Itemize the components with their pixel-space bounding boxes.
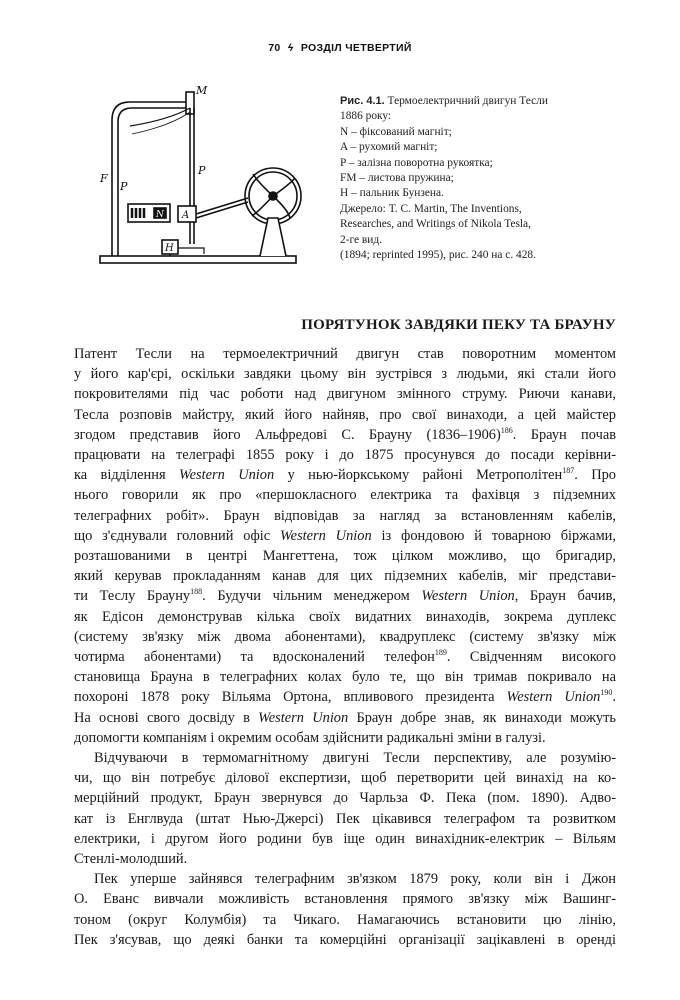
- text-line: [74, 465, 616, 485]
- text-line: [74, 910, 616, 930]
- text-line: [74, 829, 616, 849]
- footnote-ref: 190: [600, 688, 613, 698]
- label-p-right: P: [198, 164, 206, 177]
- text-line: [74, 788, 616, 808]
- text-line: [74, 930, 616, 950]
- text-line: [74, 708, 616, 728]
- text-line: [74, 425, 616, 445]
- caption-line: H – пальник Бунзена.: [340, 187, 444, 200]
- label-f: F: [100, 172, 108, 185]
- text-run: . Свідченням високого: [446, 649, 616, 666]
- text-run: чи, що він потребує ділової експертизи, щоб перетворити цей винахід на ко-: [74, 770, 616, 787]
- text-run: Браун добре знав, як винаходи можуть: [348, 709, 616, 726]
- text-run: телеграфних робіт». Браун відповідав за нагляд за встановленням кабелів,: [74, 507, 616, 524]
- caption-line: Термоелектричний двигун Тесли: [387, 95, 548, 107]
- text-line: [74, 889, 616, 909]
- text-run: становища Брауна в телеграфних колах було те, що він тримав покривало на: [74, 669, 616, 686]
- text-line: [74, 344, 616, 364]
- section-heading: ПОРЯТУНОК ЗАВДЯКИ ПЕКУ ТА БРАУНУ: [301, 317, 616, 333]
- text-run: нього говорили як про «першокласного електрика та фахівця з підземних: [74, 487, 616, 504]
- text-run: допомогти компаніям і окремим особам здійснити радикальні зміни в галузі.: [74, 729, 546, 746]
- text-run: Пек уперше зайнявся телеграфним зв'язком 1879 року, коли він і Джон: [94, 871, 616, 888]
- text-run: . Браун почав: [512, 426, 616, 443]
- text-run: із фондовою й товарною біржами,: [371, 527, 616, 544]
- paragraph-3: [74, 869, 616, 950]
- text-run: кат із Енглвуда (штат Нью-Джерсі) Пек цікавився телеграфом та розвитком: [74, 810, 616, 827]
- text-run: тоном (округ Колумбія) та Чикаго. Намагаючись встановити цю лінію,: [74, 911, 616, 928]
- text-line: [74, 586, 616, 606]
- text-run: згодом представив його Альфредові С. Брауну (1836–1906): [74, 426, 501, 443]
- text-run: у нью-йоркському районі Метрополітен: [274, 467, 563, 484]
- text-run: ка відділення: [74, 467, 179, 484]
- text-run: чотирма абонентами) та вдосконалений телефон: [74, 649, 435, 666]
- text-line: [74, 546, 616, 566]
- text-run: Пек з'ясував, що деякі банки та комерційні організації зацікавлені в оренді: [74, 931, 616, 948]
- label-p-left: P: [120, 180, 128, 193]
- caption-line: 2-ге вид.: [340, 233, 383, 246]
- text-line: [74, 627, 616, 647]
- caption-line: 1886 року:: [340, 110, 392, 123]
- frame-arm: [112, 102, 190, 256]
- body-text: [74, 344, 616, 950]
- text-line: [74, 384, 616, 404]
- label-a: A: [182, 210, 190, 221]
- text-run: Відчуваючи в термомагнітному двигуні Тесли перспективу, але розумію-: [94, 750, 616, 767]
- text-run: електрики, і другом його родини був іще один винахідник-електрик – Вільям: [74, 830, 616, 847]
- text-run: Стенлі-молодший.: [74, 851, 188, 868]
- caption-line: Researches, and Writings of Nikola Tesla,: [340, 218, 531, 231]
- text-line: [74, 768, 616, 788]
- footnote-ref: 188: [190, 587, 203, 597]
- text-line: [74, 485, 616, 505]
- text-run: . Будучи чільним менеджером: [202, 588, 422, 605]
- text-line: [74, 728, 616, 748]
- text-run: як Едісон демонстрував кілька своїх видатних винаходів, зокрема дуплекс: [74, 608, 616, 625]
- label-h: H: [165, 243, 174, 254]
- caption-line: N – фіксований магніт;: [340, 125, 452, 138]
- italic-term: Western Union: [421, 588, 515, 605]
- figure-label: Рис. 4.1.: [340, 95, 385, 107]
- chapter-title: РОЗДІЛ ЧЕТВЕРТИЙ: [300, 42, 412, 54]
- text-run: працювати на телеграфі 1855 року і до 1875 просунувся до посади керівни-: [74, 447, 616, 464]
- text-line: [74, 809, 616, 829]
- label-m: M: [196, 86, 208, 97]
- paragraph-2: [74, 748, 616, 869]
- figure-caption: [340, 94, 620, 263]
- text-run: (систему зв'язку між двома абонентами), квадруплекс (систему зв'язку між: [74, 628, 616, 645]
- text-run: що з'єднували головний офіс: [74, 527, 281, 544]
- text-run: , Браун бачив,: [514, 588, 616, 605]
- footnote-ref: 187: [562, 466, 575, 476]
- text-run: у його кар'єрі, оскільки завдяки цьому він зустрівся з людьми, які стали його: [74, 366, 616, 383]
- text-run: покровителями під час роботи над двигуном змінного струму. Риючи канави,: [74, 386, 616, 403]
- caption-line: A – рухомий магніт;: [340, 141, 438, 154]
- label-n: N: [156, 210, 164, 220]
- text-line: [74, 687, 616, 707]
- lightning-bolt-icon: ϟ: [287, 42, 294, 54]
- text-line: [74, 445, 616, 465]
- italic-term: Western Union: [258, 709, 349, 726]
- text-line: [74, 869, 616, 889]
- text-line: [74, 526, 616, 546]
- caption-line: P – залізна поворотна рукоятка;: [340, 156, 493, 169]
- tesla-thermomagnetic-motor-drawing: [98, 86, 323, 276]
- text-line: [74, 364, 616, 384]
- italic-term: Western Union: [178, 467, 275, 484]
- base-plate: [100, 256, 296, 263]
- text-line: [74, 566, 616, 586]
- text-run: О. Еванс вивчали можливість встановлення прямого зв'язку між Вашинг-: [74, 891, 616, 908]
- italic-term: Western Union: [506, 689, 601, 706]
- text-run: На основі свого досвіду в: [74, 709, 259, 726]
- paragraph-1: [74, 344, 616, 748]
- caption-line: FM – листова пружина;: [340, 172, 454, 185]
- text-run: розташованими в центрі Мангеттена, тож цілком можливо, що бригадир,: [74, 548, 616, 565]
- italic-term: Western Union: [280, 527, 372, 544]
- text-run: Патент Тесли на термоелектричний двигун став поворотним моментом: [74, 346, 616, 362]
- text-run: Тесла розповів майстру, який його найняв, про свої винаходи, а цей майстер: [74, 406, 616, 423]
- text-run: .: [612, 689, 616, 706]
- text-line: [74, 506, 616, 526]
- text-run: який керував прокладанням канав для цих підземних кабелів, міг представи-: [74, 568, 616, 585]
- footnote-ref: 189: [434, 648, 447, 658]
- text-line: [74, 647, 616, 667]
- text-run: похороні 1878 року Вільяма Ортона, впливового президента: [74, 689, 507, 706]
- text-line: [74, 607, 616, 627]
- footnote-ref: 186: [500, 426, 513, 436]
- caption-line: (1894; reprinted 1995), рис. 240 на с. 428.: [340, 249, 536, 262]
- caption-line: Джерело: T. C. Martin, The Inventions,: [340, 202, 522, 215]
- text-line: [74, 748, 616, 768]
- text-line: [74, 405, 616, 425]
- text-run: . Про: [574, 467, 617, 484]
- text-run: ти Теслу Брауну: [74, 588, 191, 605]
- text-run: мерційний продукт, Браун звернувся до Чарльза Ф. Пека (пом. 1890). Адво-: [74, 790, 616, 807]
- text-line: [74, 667, 616, 687]
- text-line: [74, 849, 616, 869]
- page-number: 70: [268, 42, 281, 54]
- running-head: [0, 42, 680, 54]
